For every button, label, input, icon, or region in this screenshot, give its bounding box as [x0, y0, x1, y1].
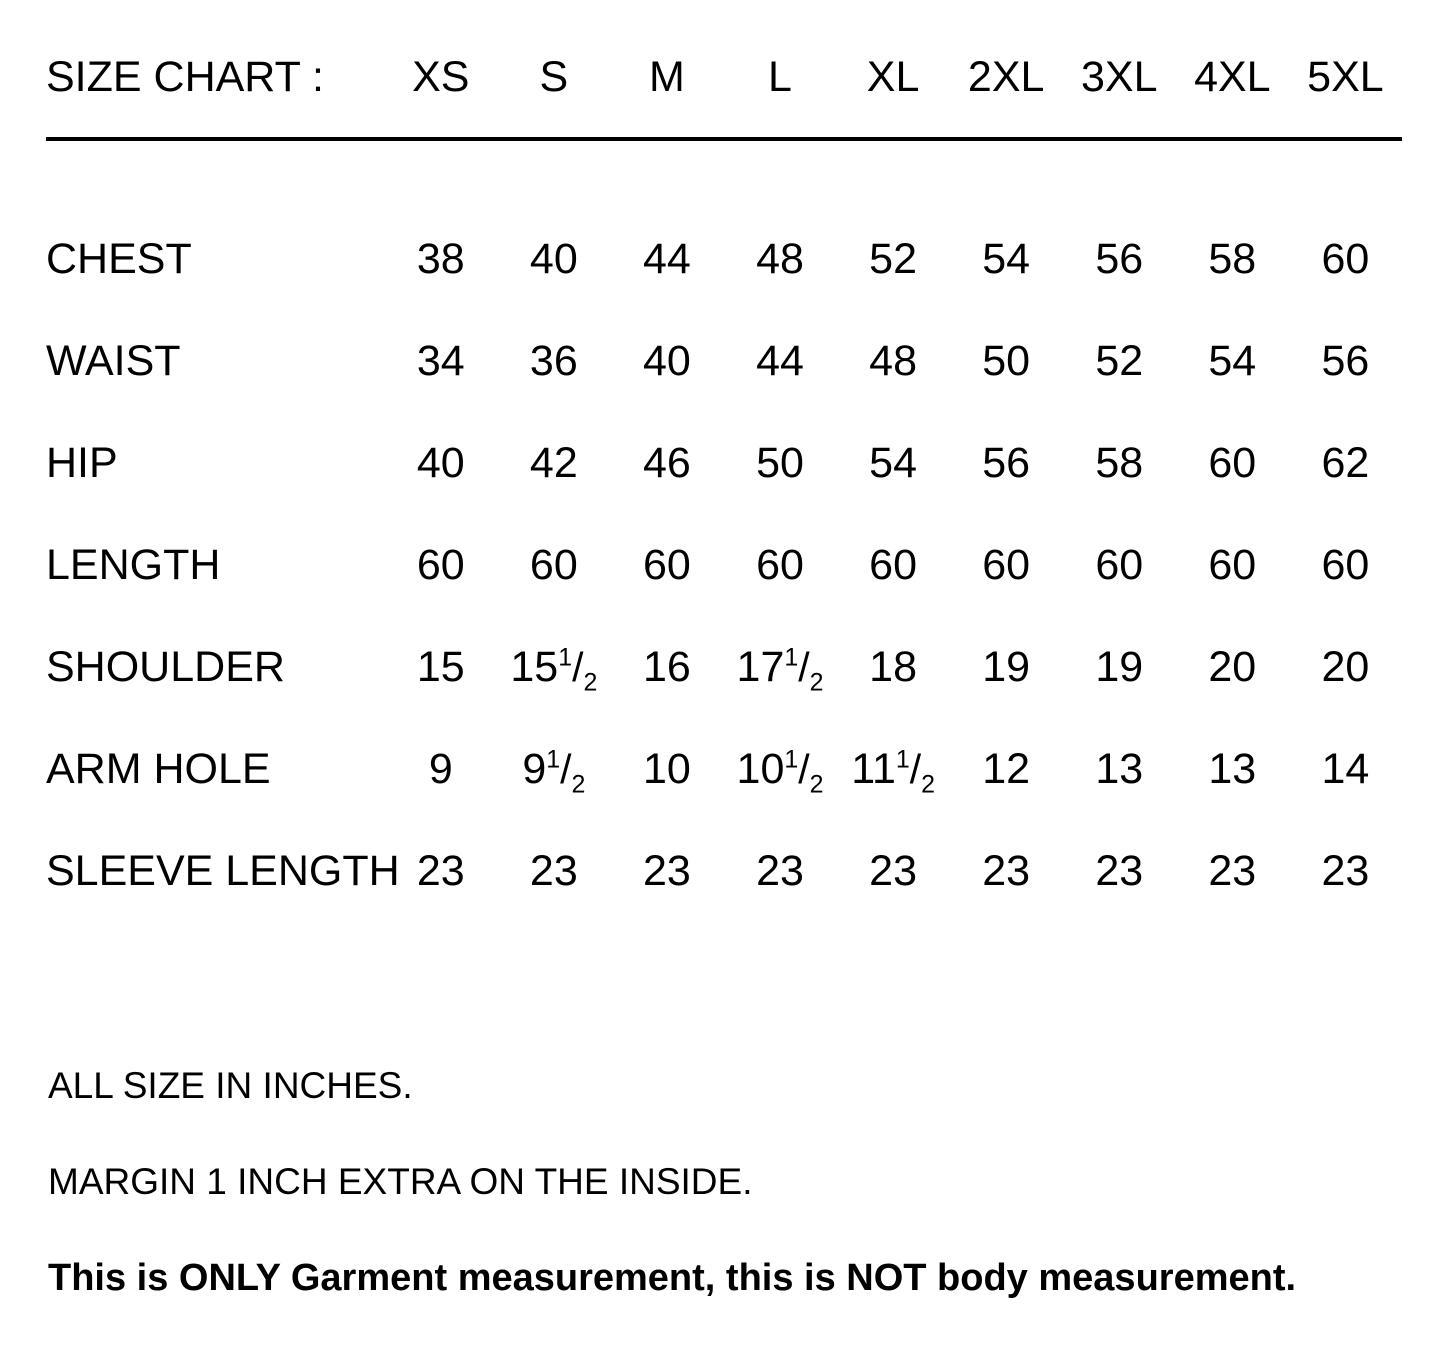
cell-chest-5xl: 60 [1321, 235, 1370, 283]
cell-waist-3xl: 52 [1095, 337, 1144, 385]
table-row [46, 718, 1402, 820]
cell-chest-s: 40 [529, 235, 578, 283]
column-header-l: L [768, 53, 792, 101]
table-row [46, 820, 1402, 922]
cell-waist-2xl: 50 [982, 337, 1031, 385]
cell-hip-4xl: 60 [1208, 439, 1257, 487]
notes-section [48, 1062, 1388, 1350]
cell-length-2xl: 60 [982, 541, 1031, 589]
cell-hip-2xl: 56 [982, 439, 1031, 487]
cell-waist-s: 36 [529, 337, 578, 385]
column-header-xs: XS [412, 53, 470, 101]
table-row [46, 310, 1402, 412]
cell-shoulder-4xl: 20 [1208, 643, 1257, 691]
cell-hip-m: 46 [643, 439, 691, 487]
column-header-m: M [649, 53, 685, 101]
row-label-hip: HIP [46, 439, 118, 487]
cell-waist-4xl: 54 [1208, 337, 1257, 385]
table-row [46, 208, 1402, 310]
cell-arm-hole-xs: 9 [428, 745, 453, 793]
column-header-5xl: 5XL [1307, 53, 1384, 101]
row-label-chest: CHEST [46, 235, 192, 283]
row-label-waist: WAIST [46, 337, 181, 385]
cell-length-m: 60 [643, 541, 691, 589]
cell-chest-2xl: 54 [982, 235, 1031, 283]
cell-arm-hole-l: $10^1/_2$ [736, 745, 824, 799]
row-label-sleeve-length: SLEEVE LENGTH [46, 847, 400, 895]
note-margin: MARGIN 1 INCH EXTRA ON THE INSIDE. [48, 1161, 753, 1202]
row-label-arm-hole: ARM HOLE [46, 745, 271, 793]
horizontal-rule [46, 137, 1402, 141]
cell-length-l: 60 [756, 541, 804, 589]
cell-waist-5xl: 56 [1321, 337, 1370, 385]
cell-arm-hole-m: 10 [643, 745, 691, 793]
table-row [46, 412, 1402, 514]
cell-shoulder-xs: 15 [416, 643, 465, 691]
cell-sleeve-length-xl: 23 [869, 847, 917, 895]
row-label-shoulder: SHOULDER [46, 643, 285, 691]
table-row [46, 616, 1402, 718]
cell-sleeve-length-3xl: 23 [1095, 847, 1144, 895]
cell-shoulder-2xl: 19 [982, 643, 1031, 691]
column-header-s: S [539, 53, 569, 101]
cell-shoulder-s: $15^1/_2$ [510, 643, 598, 697]
cell-sleeve-length-xs: 23 [416, 847, 465, 895]
cell-arm-hole-3xl: 13 [1095, 745, 1144, 793]
cell-chest-3xl: 56 [1095, 235, 1144, 283]
cell-arm-hole-xl: $11^1/_2$ [851, 745, 935, 799]
note-units: ALL SIZE IN INCHES. [48, 1065, 413, 1106]
cell-hip-l: 50 [756, 439, 804, 487]
table-header-row [46, 26, 1402, 128]
cell-arm-hole-5xl: 14 [1321, 745, 1370, 793]
cell-length-s: 60 [529, 541, 578, 589]
cell-shoulder-l: $17^1/_2$ [736, 643, 824, 697]
cell-chest-4xl: 58 [1208, 235, 1257, 283]
column-header-3xl: 3XL [1080, 53, 1158, 101]
cell-chest-xs: 38 [416, 235, 465, 283]
cell-waist-l: 44 [756, 337, 804, 385]
cell-length-3xl: 60 [1095, 541, 1144, 589]
cell-sleeve-length-2xl: 23 [982, 847, 1031, 895]
table-row [46, 514, 1402, 616]
column-header-2xl: 2XL [967, 53, 1045, 101]
cell-shoulder-xl: 18 [869, 643, 917, 691]
cell-arm-hole-4xl: 13 [1208, 745, 1257, 793]
cell-hip-xl: 54 [869, 439, 917, 487]
cell-shoulder-5xl: 20 [1321, 643, 1370, 691]
cell-length-xl: 60 [869, 541, 917, 589]
cell-shoulder-3xl: 19 [1095, 643, 1144, 691]
cell-sleeve-length-s: 23 [529, 847, 578, 895]
cell-hip-xs: 40 [416, 439, 465, 487]
cell-sleeve-length-m: 23 [643, 847, 691, 895]
cell-length-xs: 60 [416, 541, 465, 589]
header-spacer [46, 150, 1402, 208]
size-chart-title: SIZE CHART : [46, 53, 324, 101]
cell-waist-m: 40 [643, 337, 691, 385]
cell-sleeve-length-5xl: 23 [1321, 847, 1370, 895]
cell-arm-hole-s: $9^1/_2$ [522, 745, 586, 799]
column-header-xl: XL [866, 53, 920, 101]
cell-chest-xl: 52 [869, 235, 917, 283]
cell-waist-xl: 48 [869, 337, 917, 385]
row-label-length: LENGTH [46, 541, 221, 589]
cell-length-4xl: 60 [1208, 541, 1257, 589]
cell-shoulder-m: 16 [643, 643, 691, 691]
cell-hip-s: 42 [529, 439, 578, 487]
size-chart-table [46, 26, 1402, 922]
cell-length-5xl: 60 [1321, 541, 1370, 589]
cell-arm-hole-2xl: 12 [982, 745, 1031, 793]
header-divider [46, 128, 1402, 150]
cell-sleeve-length-l: 23 [756, 847, 804, 895]
note-disclaimer: This is ONLY Garment measurement, this is NOT body measurement. [48, 1257, 1297, 1299]
cell-chest-l: 48 [756, 235, 804, 283]
column-header-4xl: 4XL [1194, 53, 1271, 101]
cell-hip-5xl: 62 [1321, 439, 1370, 487]
cell-chest-m: 44 [643, 235, 691, 283]
cell-sleeve-length-4xl: 23 [1208, 847, 1257, 895]
cell-waist-xs: 34 [416, 337, 465, 385]
cell-hip-3xl: 58 [1095, 439, 1144, 487]
